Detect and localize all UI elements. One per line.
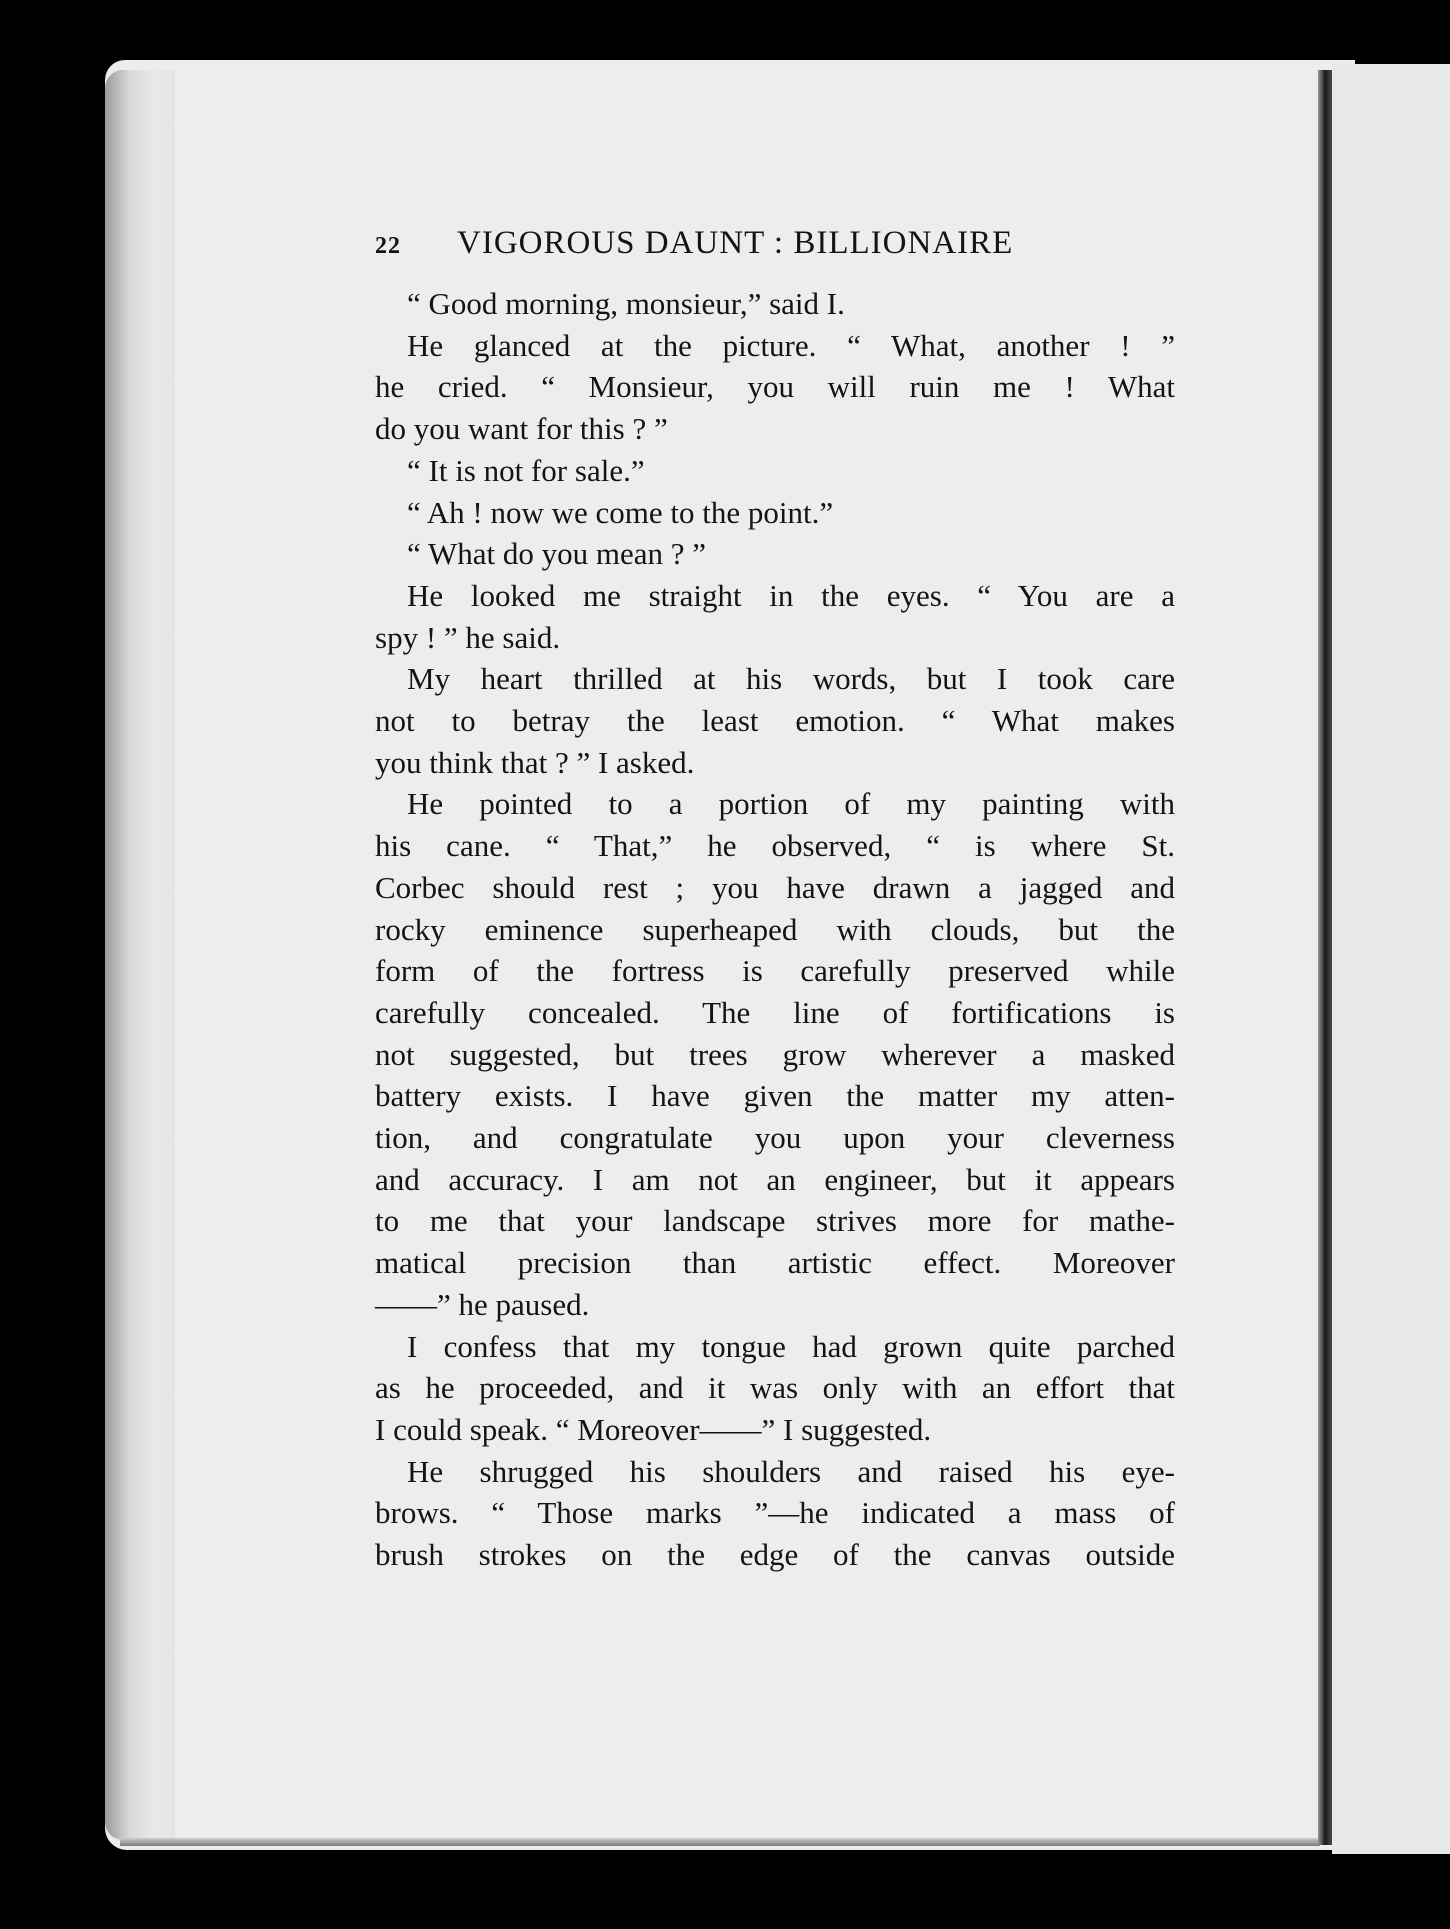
running-title: VIGOROUS DAUNT : BILLIONAIRE: [457, 225, 1014, 261]
text-line: carefully concealed. The line of fortifications is: [375, 994, 1175, 1030]
text-line: brows. “ Those marks ”—he indicated a mass of: [375, 1495, 1175, 1531]
page-number: 22: [375, 233, 401, 259]
facing-page: [1332, 64, 1450, 1854]
paragraph: [375, 492, 1175, 534]
paragraph: [375, 1451, 1175, 1576]
text-line: ——” he paused.: [375, 1286, 590, 1322]
text-line: He pointed to a portion of my painting with: [407, 786, 1175, 822]
page-header: [375, 225, 1175, 283]
paragraph: [375, 450, 1175, 492]
text-line: as he proceeded, and it was only with an effort that: [375, 1370, 1175, 1406]
book-spine-edge: [105, 70, 175, 1840]
page-bottom-edge: [120, 1838, 1320, 1846]
text-line: I confess that my tongue had grown quite parched: [407, 1328, 1175, 1364]
text-line: brush strokes on the edge of the canvas outside: [375, 1537, 1175, 1573]
text-line: “ Ah ! now we come to the point.”: [407, 494, 834, 530]
text-line: “ It is not for sale.”: [407, 452, 645, 488]
paragraph: [375, 533, 1175, 575]
text-line: He shrugged his shoulders and raised his eye-: [407, 1453, 1175, 1489]
text-line: matical precision than artistic effect. Moreover: [375, 1245, 1175, 1281]
book-page: [375, 225, 1175, 1576]
text-line: Corbec should rest ; you have drawn a jagged and: [375, 869, 1175, 905]
text-line: he cried. “ Monsieur, you will ruin me ! What: [375, 369, 1175, 405]
paragraph: [375, 325, 1175, 450]
text-line: not suggested, but trees grow wherever a masked: [375, 1036, 1175, 1072]
book-gutter: [1318, 70, 1332, 1845]
text-line: his cane. “ That,” he observed, “ is where St.: [375, 828, 1175, 864]
paragraph: [375, 1326, 1175, 1451]
text-line: He looked me straight in the eyes. “ You are a: [407, 577, 1175, 613]
text-line: “ Good morning, monsieur,” said I.: [407, 286, 845, 321]
text-line: tion, and congratulate you upon your cleverness: [375, 1120, 1175, 1156]
text-line: do you want for this ? ”: [375, 411, 668, 447]
paragraph: [375, 575, 1175, 658]
text-line: I could speak. “ Moreover——” I suggested.: [375, 1411, 932, 1447]
text-line: to me that your landscape strives more for mathe-: [375, 1203, 1175, 1239]
text-line: rocky eminence superheaped with clouds, but the: [375, 911, 1175, 947]
text-line: you think that ? ” I asked.: [375, 744, 695, 780]
text-line: “ What do you mean ? ”: [407, 536, 706, 572]
paragraph: [375, 658, 1175, 783]
text-line: form of the fortress is carefully preserved while: [375, 953, 1175, 989]
text-line: battery exists. I have given the matter my atten-: [375, 1078, 1175, 1114]
text-line: and accuracy. I am not an engineer, but it appears: [375, 1161, 1175, 1197]
paragraph: [375, 783, 1175, 1325]
text-line: not to betray the least emotion. “ What makes: [375, 703, 1175, 739]
text-line: My heart thrilled at his words, but I took care: [407, 661, 1175, 697]
paragraph: [375, 283, 1175, 325]
page-body-text: [375, 283, 1175, 1576]
text-line: spy ! ” he said.: [375, 619, 561, 655]
text-line: He glanced at the picture. “ What, another ! ”: [407, 327, 1175, 363]
